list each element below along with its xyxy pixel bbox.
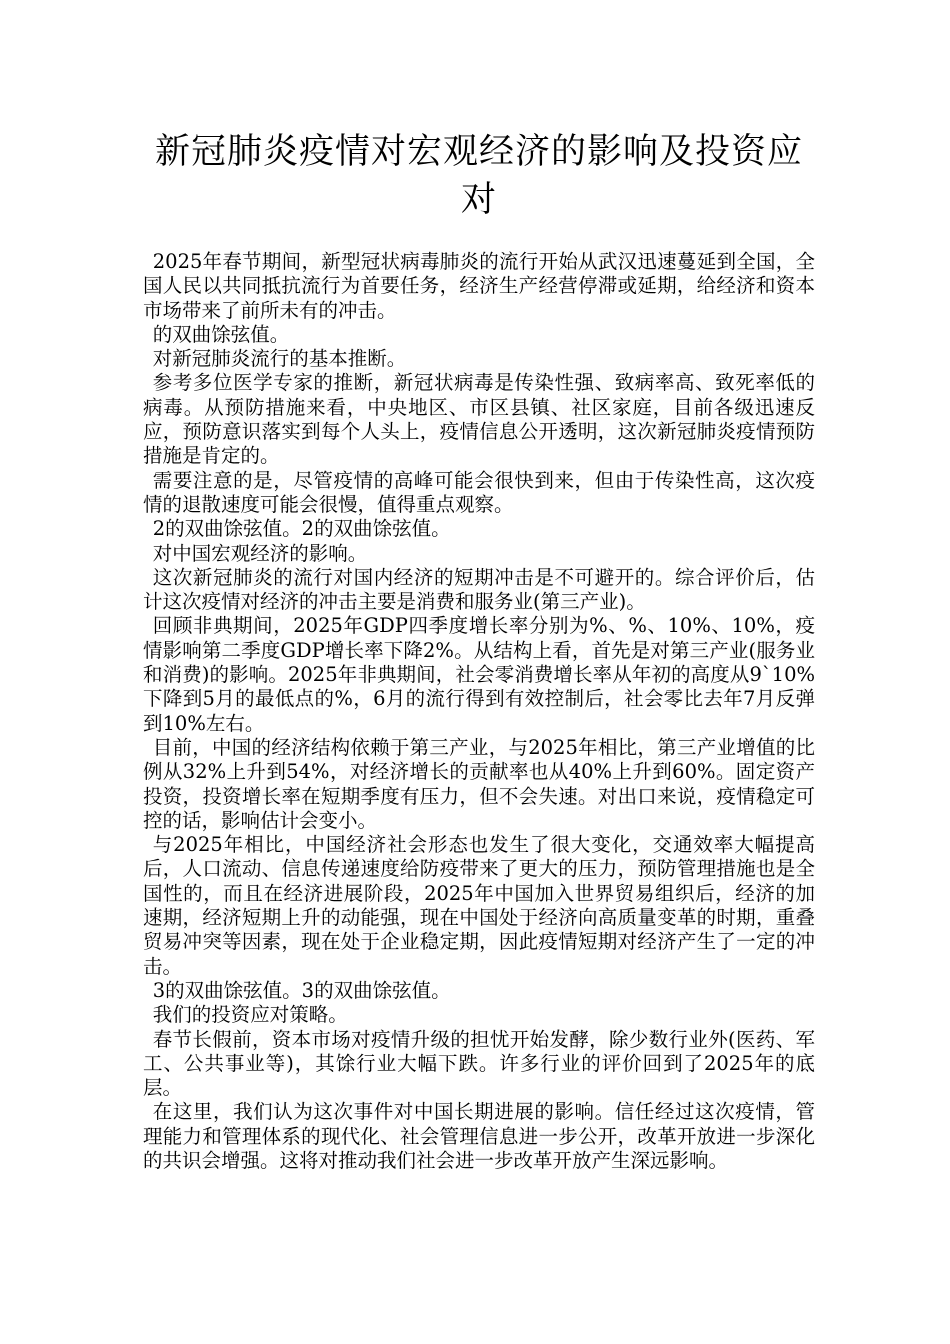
section-heading: 对新冠肺炎流行的基本推断。 [152, 347, 407, 371]
paragraph: 2025年春节期间，新型冠状病毒肺炎的流行开始从武汉迅速蔓延到全国，全国人民以共同抵抗流行为首要任务，经济生产经营停滞或延期，给经济和资本市场带来了前所未有的冲击。 [143, 250, 815, 322]
paragraph: 目前，中国的经济结构依赖于第三产业，与2025年相比，第三产业增值的比例从32%上升到54%，对经济增长的贡献率也从40%上升到60%。固定资产投资，投资增长率在短期季度有压力，但不会失速。对出口来说，疫情稳定可控的话，影响估计会变小。 [143, 735, 815, 832]
paragraph: 与2025年相比，中国经济社会形态也发生了很大变化，交通效率大幅提高后，人口流动、信息传递速度给防疫带来了更大的压力，预防管理措施也是全国性的，而且在经济进展阶段，2025年中国加入世界贸易组织后，经济的加速期，经济短期上升的动能强，现在中国处于经济向高质量变革的时期，重叠贸易冲突等因素，现在处于企业稳定期，因此疫情短期对经济产生了一定的冲击。 [143, 833, 815, 978]
paragraph: 这次新冠肺炎的流行对国内经济的短期冲击是不可避开的。综合评价后，估计这次疫情对经济的冲击主要是消费和服务业(第三产业)。 [143, 565, 815, 614]
paragraph: 在这里，我们认为这次事件对中国长期进展的影响。信任经过这次疫情，管理能力和管理体系的现代化、社会管理信息进一步公开，改革开放进一步深化的共识会增强。这将对推动我们社会进一步改革开放产生深远影响。 [143, 1100, 815, 1172]
paragraph: 回顾非典期间，2025年GDP四季度增长率分别为%、%、10%、10%，疫情影响第二季度GDP增长率下降2%。从结构上看，首先是对第三产业(服务业和消费)的影响。2025年非典期间，社会零消费增长率从年初的高度从9`10%下降到5月的最低点的%，6月的流行得到有效控制后，社会零比去年7月反弹到10%左右。 [143, 614, 815, 735]
document-page [143, 128, 815, 1173]
document-title: 新冠肺炎疫情对宏观经济的影响及投资应对 [154, 132, 803, 220]
section-heading: 我们的投资应对策略。 [152, 1003, 348, 1027]
paragraph: 参考多位医学专家的推断，新冠状病毒是传染性强、致病率高、致死率低的病毒。从预防措施来看，中央地区、市区县镇、社区家庭，目前各级迅速反应，预防意识落实到每个人头上，疫情信息公开透明，这次新冠肺炎疫情预防措施是肯定的。 [143, 371, 815, 468]
section-heading: 对中国宏观经济的影响。 [152, 541, 368, 565]
paragraph: 2的双曲馀弦值。2的双曲馀弦值。 [152, 517, 451, 541]
document-body [143, 250, 815, 1173]
paragraph: 需要注意的是，尽管疫情的高峰可能会很快到来，但由于传染性高，这次疫情的退散速度可能会很慢，值得重点观察。 [143, 468, 815, 516]
paragraph: 的双曲馀弦值。 [152, 322, 290, 346]
paragraph: 春节长假前，资本市场对疫情升级的担忧开始发酵，除少数行业外(医药、军工、公共事业等)，其馀行业大幅下跌。许多行业的评价回到了2025年的底层。 [143, 1027, 815, 1100]
paragraph: 3的双曲馀弦值。3的双曲馀弦值。 [152, 978, 451, 1002]
